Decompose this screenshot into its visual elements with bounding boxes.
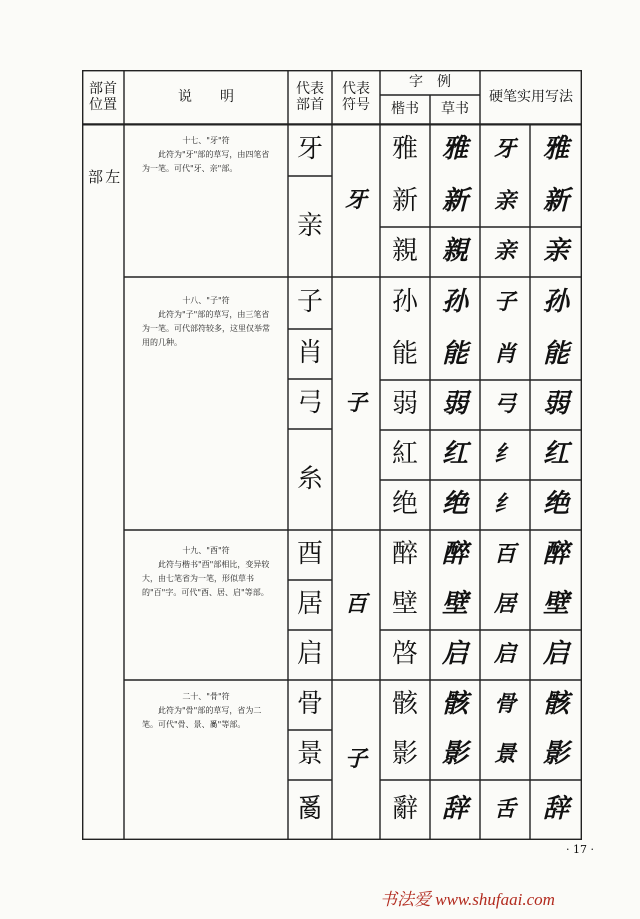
radical-cell: 启 xyxy=(296,639,323,670)
kaishu-cell: 能 xyxy=(391,338,418,369)
radical-table xyxy=(82,70,582,840)
symbol-cell: 子 xyxy=(344,389,367,416)
header-examples: 字 例 xyxy=(409,74,451,91)
kaishu-cell: 雅 xyxy=(391,134,418,165)
radical-cell: 牙 xyxy=(296,134,323,165)
header-rep-symbol-line1: 代表 xyxy=(342,80,370,97)
header-rep-radical xyxy=(288,70,332,124)
caoshu-cell: 能 xyxy=(441,338,468,369)
note-section-20 xyxy=(142,690,270,732)
practical-cell: 纟 xyxy=(493,491,516,518)
practical-cell: 雅 xyxy=(542,134,569,165)
practical-cell: 景 xyxy=(493,741,516,768)
header-rep-symbol xyxy=(332,70,380,124)
note-title: 十九、"酉"符 xyxy=(182,546,230,555)
note-text: 此符为"子"部的草写，由三笔省为一笔。可代部符较多，这里仅举常用的几种。 xyxy=(142,310,270,347)
practical-cell: 骸 xyxy=(542,689,569,720)
position-label: 左部 xyxy=(86,168,122,212)
symbol-cell: 百 xyxy=(344,591,367,618)
practical-cell: 纟 xyxy=(493,441,516,468)
caoshu-cell: 绝 xyxy=(441,489,468,520)
header-rep-symbol-line2: 符号 xyxy=(342,97,370,113)
radical-cell: 居 xyxy=(296,589,323,620)
radical-cell: 子 xyxy=(296,287,323,318)
kaishu-cell: 弱 xyxy=(391,389,418,420)
practical-cell: 辞 xyxy=(542,794,569,825)
practical-cell: 启 xyxy=(542,639,569,670)
practical-cell: 能 xyxy=(542,338,569,369)
kaishu-cell: 辭 xyxy=(391,794,418,825)
radical-cell: 弓 xyxy=(296,388,323,419)
caoshu-cell: 孙 xyxy=(441,287,468,318)
caoshu-cell: 红 xyxy=(441,439,468,470)
practical-cell: 牙 xyxy=(493,136,516,163)
symbol-cell: 子 xyxy=(344,746,367,773)
radical-cell: 亲 xyxy=(296,210,323,241)
radical-cell: 糸 xyxy=(296,463,323,494)
note-title: 十八、"子"符 xyxy=(182,296,230,305)
watermark: 书法爱 www.shufaai.com xyxy=(380,890,555,909)
practical-cell: 红 xyxy=(542,439,569,470)
practical-cell: 居 xyxy=(493,591,516,618)
radical-cell: 景 xyxy=(296,739,323,770)
note-text: 此符为"牙"部的草写，由四笔省为一笔。可代"牙、亲"部。 xyxy=(142,150,270,173)
header-caoshu: 草书 xyxy=(441,101,469,118)
kaishu-cell: 醉 xyxy=(391,539,418,570)
kaishu-cell: 新 xyxy=(391,185,418,216)
kaishu-cell: 壁 xyxy=(391,589,418,620)
practical-cell: 舌 xyxy=(493,796,516,823)
caoshu-cell: 启 xyxy=(441,639,468,670)
note-title: 二十、"骨"符 xyxy=(182,692,230,701)
kaishu-cell: 孙 xyxy=(391,287,418,318)
practical-cell: 醉 xyxy=(542,539,569,570)
caoshu-cell: 弱 xyxy=(441,389,468,420)
caoshu-cell: 壁 xyxy=(441,589,468,620)
note-section-19 xyxy=(142,544,270,600)
kaishu-cell: 影 xyxy=(391,739,418,770)
practical-cell: 新 xyxy=(542,185,569,216)
practical-cell: 亲 xyxy=(493,187,516,214)
header-position-line1: 部首 xyxy=(89,80,117,97)
kaishu-cell: 啓 xyxy=(391,639,418,670)
header-rep-radical-line2: 部首 xyxy=(296,97,324,113)
header-kaishu: 楷书 xyxy=(391,101,419,118)
practical-cell: 百 xyxy=(493,541,516,568)
radical-cell: 骨 xyxy=(296,689,323,720)
practical-cell: 启 xyxy=(493,641,516,668)
practical-cell: 绝 xyxy=(542,489,569,520)
kaishu-cell: 親 xyxy=(391,236,418,267)
caoshu-cell: 新 xyxy=(441,185,468,216)
header-position-line2: 位置 xyxy=(89,97,117,113)
practical-cell: 亲 xyxy=(493,238,516,265)
header-practical: 硬笔实用写法 xyxy=(489,88,573,105)
note-text: 此符与楷书"酉"部相比，变异较大，由七笔省为一笔，形似草书的"百"字。可代"酉、居、启"等部。 xyxy=(142,560,270,597)
practical-cell: 弓 xyxy=(493,391,516,418)
header-position xyxy=(82,70,124,124)
position-cell xyxy=(82,150,124,230)
page-number: · 17 · xyxy=(566,843,594,856)
note-section-17 xyxy=(142,134,270,176)
radical-cell: 肖 xyxy=(296,338,323,369)
kaishu-cell: 紅 xyxy=(391,439,418,470)
caoshu-cell: 親 xyxy=(441,236,468,267)
practical-cell: 弱 xyxy=(542,389,569,420)
symbol-cell: 牙 xyxy=(344,186,367,213)
practical-cell: 影 xyxy=(542,739,569,770)
practical-cell: 亲 xyxy=(542,236,569,267)
caoshu-cell: 辞 xyxy=(441,794,468,825)
practical-cell: 肖 xyxy=(493,340,516,367)
practical-cell: 壁 xyxy=(542,589,569,620)
practical-cell: 孙 xyxy=(542,287,569,318)
note-text: 此符为"骨"部的草写，省为二笔。可代"骨、景、𤔔"等部。 xyxy=(142,706,262,729)
radical-cell: 𤔔 xyxy=(296,794,323,825)
note-title: 十七、"牙"符 xyxy=(182,136,230,145)
kaishu-cell: 绝 xyxy=(391,489,418,520)
caoshu-cell: 骸 xyxy=(441,689,468,720)
header-rep-radical-line1: 代表 xyxy=(296,80,324,97)
practical-cell: 骨 xyxy=(493,691,516,718)
caoshu-cell: 雅 xyxy=(441,134,468,165)
kaishu-cell: 骸 xyxy=(391,689,418,720)
caoshu-cell: 醉 xyxy=(441,539,468,570)
caoshu-cell: 影 xyxy=(441,739,468,770)
header-explanation: 说 明 xyxy=(178,88,234,105)
practical-cell: 子 xyxy=(493,289,516,316)
note-section-18 xyxy=(142,294,270,350)
radical-cell: 酉 xyxy=(296,539,323,570)
